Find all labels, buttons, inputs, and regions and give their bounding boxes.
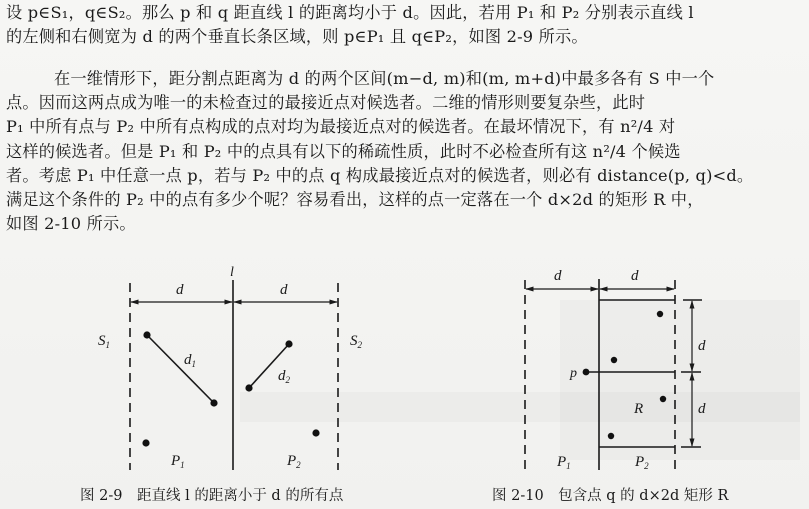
text-line: 这样的候选者。但是 P₁ 和 P₂ 中的点具有以下的稀疏性质，此时不必检查所有这 n²/4 个候选 bbox=[6, 141, 681, 161]
point-p bbox=[583, 369, 590, 376]
label-p1: $P_1$ bbox=[171, 453, 185, 470]
label-p1: $P_1$ bbox=[557, 454, 571, 471]
label-rect-r: R bbox=[634, 401, 644, 417]
point bbox=[608, 433, 614, 439]
point bbox=[143, 331, 150, 338]
point bbox=[285, 340, 292, 347]
text-line: 的左侧和右侧宽为 d 的两个垂直长条区域，则 p∈P₁ 且 q∈P₂，如图 2-9 所示。 bbox=[6, 27, 588, 47]
label-s2: $S_2$ bbox=[350, 333, 362, 350]
point bbox=[657, 311, 663, 317]
text-line: 设 p∈S₁，q∈S₂。那么 p 和 q 距直线 l 的距离均小于 d。因此，若用 P₁ 和 P₂ 分别表示直线 l bbox=[6, 3, 694, 22]
label-d1: $d_1$ bbox=[184, 352, 196, 369]
text-line: 满足这个条件的 P₂ 中的点有多少个呢？容易看出，这样的点一定落在一个 d×2d 的矩形 R 中， bbox=[6, 189, 704, 209]
point bbox=[312, 429, 319, 436]
label-line-l: l bbox=[230, 265, 234, 280]
point bbox=[611, 357, 617, 363]
label-s1: $S_1$ bbox=[98, 333, 110, 350]
label-height-top: d bbox=[698, 338, 706, 354]
text-line: 点。因而这两点成为唯一的未检查过的最接近点对候选者。二维的情形则要复杂些，此时 bbox=[6, 93, 646, 113]
label-p2: $P_2$ bbox=[287, 453, 301, 470]
label-p2: $P_2$ bbox=[635, 454, 649, 471]
point bbox=[210, 399, 217, 406]
figure-2-10-caption: 图 2-10 包含点 q 的 d×2d 矩形 R bbox=[492, 488, 729, 504]
label-point-p: p bbox=[570, 366, 577, 381]
point bbox=[245, 384, 252, 391]
label-width-left: d bbox=[176, 282, 184, 298]
label-width-right: d bbox=[280, 282, 288, 298]
segment-d1 bbox=[147, 335, 214, 403]
text-line: 在一维情形下，距分割点距离为 d 的两个区间(m−d, m)和(m, m+d)中最多各有 S 中一个 bbox=[54, 69, 715, 88]
text-line: 如图 2-10 所示。 bbox=[6, 214, 136, 234]
text-line: P₁ 中所有点与 P₂ 中所有点构成的点对均为最接近点对的候选者。在最坏情况下，有 n²/4 对 bbox=[6, 117, 676, 137]
text-line: 者。考虑 P₁ 中任意一点 p，若与 P₂ 中的点 q 构成最接近点对的候选者，则必有 distance(p, q)<d。 bbox=[6, 165, 754, 185]
label-width-right: d bbox=[631, 268, 639, 284]
point bbox=[660, 396, 666, 402]
figure-2-9-caption: 图 2-9 距直线 l 的距离小于 d 的所有点 bbox=[80, 488, 344, 504]
point bbox=[142, 439, 149, 446]
label-width-left: d bbox=[554, 268, 562, 284]
label-height-bottom: d bbox=[698, 401, 706, 417]
label-d2: $d_2$ bbox=[278, 368, 290, 385]
